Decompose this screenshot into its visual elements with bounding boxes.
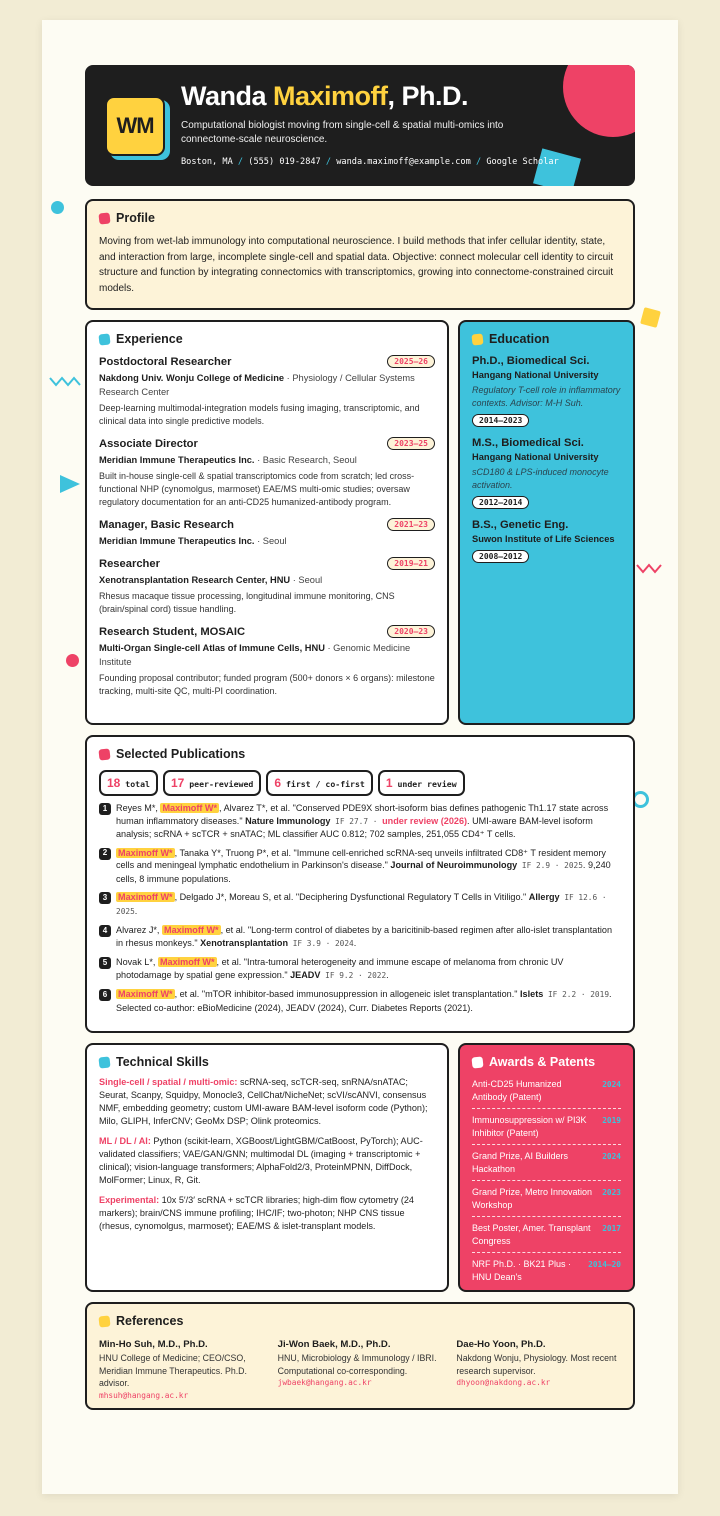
stat-badge: [266, 770, 373, 796]
degree-years-badge: 2012–2014: [472, 496, 529, 509]
square-bullet-icon: [98, 1056, 110, 1068]
reference-email-link[interactable]: dhyoon@nakdong.ac.kr: [456, 1378, 551, 1387]
pub-journal: JEADV: [290, 969, 321, 980]
pub-citation: , Alvarez T*, et al. "Conserved PDE9X short-isoform bias defines pathogenic Th1.17 state across human inflammatory diseases.": [116, 803, 609, 826]
pub-citation: , et al. "Intra-tumoral heterogeneity and immune escape of melanoma from chronic UV photodamage by spatial gene expression.": [116, 957, 564, 980]
publication-number: 1: [99, 803, 111, 815]
reference-name: Dae-Ho Yoon, Ph.D.: [456, 1339, 546, 1350]
reference-item: [456, 1339, 621, 1400]
publication-number: 5: [99, 957, 111, 969]
job-org: [99, 641, 435, 669]
award-item: [472, 1145, 621, 1181]
award-item: [472, 1109, 621, 1145]
pub-self-highlight: Maximoff W*: [162, 803, 218, 813]
degree-note: Regulatory T-cell role in inflammatory contexts. Advisor: M-H Suh.: [472, 385, 621, 408]
pub-journal: Journal of Neuroimmunology: [390, 860, 518, 870]
section-title: Education: [489, 332, 550, 346]
job-description: Founding proposal contributor; funded program (500+ donors × 6 organs): milestone tracking, multi-site QC, multi-PI coordination.: [99, 673, 435, 696]
award-year: 2019: [602, 1116, 621, 1125]
name-suffix: , Ph.D.: [387, 81, 469, 111]
stat-label: under review: [397, 779, 457, 789]
section-header: [99, 332, 435, 346]
job-entry: [99, 437, 435, 509]
stat-badge: [378, 770, 465, 796]
degree-school: Suwon Institute of Life Sciences: [472, 534, 615, 544]
job-entry: [99, 355, 435, 428]
section-header: [472, 332, 621, 346]
pub-citation: , Delgado J*, Moreau S, et al. "Deciphering Dysfunctional Regulatory T Cells in Vitiligo.": [174, 892, 529, 902]
job-date-badge: 2025–26: [387, 355, 435, 368]
degree-entry: [472, 519, 621, 564]
award-label: Grand Prize, AI Builders Hackathon: [472, 1151, 569, 1174]
stat-badge: [99, 770, 158, 796]
reference-description: HNU, Microbiology & Immunology / IBRI. Computational co-corresponding.: [277, 1353, 437, 1376]
skills-section: [85, 1043, 449, 1292]
pub-journal: Islets: [520, 989, 544, 999]
degree-title: B.S., Genetic Eng.: [472, 519, 569, 531]
degree-years-badge: 2008–2012: [472, 550, 529, 563]
publication-item: [99, 847, 621, 886]
award-year: 2024: [602, 1080, 621, 1089]
stat-number: 18: [107, 776, 121, 790]
square-bullet-icon: [98, 748, 110, 760]
org-name: Multi-Organ Single-cell Atlas of Immune Cells, HNU: [99, 643, 325, 653]
job-org: [99, 534, 435, 548]
skill-category: ML / DL / AI:: [99, 1136, 151, 1146]
section-header: [99, 1314, 621, 1328]
award-year: 2024: [602, 1152, 621, 1161]
publication-number: 3: [99, 892, 111, 904]
stat-number: 17: [170, 776, 185, 790]
publication-text: [116, 924, 621, 950]
skill-list: 10x 5′/3′ scRNA + scTCR libraries; high-dim flow cytometry (24 markers); brain/CNS immune profiling; IHC/IF; two-photon; NHP CNS tissue (rhesus, cynomolgus, marmoset); EAE/MS & islet-transplant models.: [99, 1195, 414, 1231]
reference-email-link[interactable]: mhsuh@hangang.ac.kr: [99, 1390, 189, 1400]
degree-note: sCD180 & LPS-induced monocyte activation.: [472, 467, 609, 490]
award-label: NRF Ph.D. · BK21 Plus · HNU Dean's: [472, 1259, 572, 1282]
square-bullet-icon: [471, 333, 483, 345]
skill-category: Single-cell / spatial / multi-omic:: [99, 1077, 238, 1087]
pub-journal: Allergy: [528, 892, 560, 902]
pub-note: .: [353, 937, 357, 948]
pub-authors-pre: Alvarez J*,: [116, 925, 162, 935]
pub-self-highlight: Maximoff W*: [118, 989, 173, 999]
job-title: Associate Director: [99, 437, 198, 450]
name-last: Maximoff: [273, 81, 388, 111]
org-name: Meridian Immune Therapeutics Inc.: [99, 536, 255, 546]
job-date-badge: 2023–25: [387, 437, 435, 450]
section-title: Awards & Patents: [489, 1055, 596, 1069]
stat-label: total: [125, 779, 150, 789]
square-bullet-icon: [98, 1315, 110, 1327]
job-title: Postdoctoral Researcher: [99, 355, 232, 368]
publication-stats: [99, 770, 621, 796]
award-item: [472, 1217, 621, 1253]
pub-note: .: [386, 969, 389, 980]
reference-description: HNU College of Medicine; CEO/CSO, Meridian Immune Therapeutics. Ph.D. advisor.: [99, 1353, 247, 1388]
org-name: Xenotransplantation Research Center, HNU: [99, 575, 291, 585]
degree-title: M.S., Biomedical Sci.: [472, 437, 584, 449]
stat-label: peer-reviewed: [189, 779, 254, 789]
publication-text: [116, 891, 621, 918]
skill-list: Python (scikit-learn, XGBoost/LightGBM/CatBoost, PyTorch); AUC-validated classifiers; VAE/GAN/GNN; multimodal DL (imaging + transcriptomic + clinical); vision-language transformers; AlphaFold2/3, ProteinMPNN, DiffDock, MolFormer; Linux, R, Git.: [99, 1136, 423, 1185]
award-year: 2017: [602, 1224, 621, 1233]
pub-journal: Nature Immunology: [245, 815, 331, 826]
candidate-name: [181, 81, 468, 112]
square-bullet-icon: [471, 1056, 483, 1068]
contact-separator: /: [232, 157, 249, 167]
publication-number: 6: [99, 989, 111, 1001]
job-entry: [99, 625, 435, 698]
deco-dot-pink: [66, 654, 79, 667]
profile-section: [85, 199, 635, 310]
deco-dot-cyan: [51, 201, 64, 214]
reference-item: [99, 1339, 264, 1400]
reference-name: Min-Ho Suh, M.D., Ph.D.: [99, 1339, 208, 1350]
pub-impact-factor: IF 9.2 · 2022: [320, 970, 387, 980]
deco-triangle-cyan: [58, 473, 82, 495]
award-item: [472, 1253, 621, 1288]
degree-entry: [472, 437, 621, 510]
experience-section: [85, 320, 449, 725]
reference-name: Ji-Won Baek, M.D., Ph.D.: [277, 1339, 391, 1350]
pub-impact-factor: IF 27.7 ·: [330, 816, 383, 826]
pub-note: .: [134, 905, 138, 916]
skill-list: scRNA-seq, scTCR-seq, snRNA/snATAC; Seurat, Scanpy, Squidpy, Monocle3, CellChat/NicheNet; scVI/scANVI, consensus NMF, embedding geometry; custom UMI-aware BAM-level isoform code (Python); Milo, GLIPH, InferCNV; GeoMx DSP; Olink proteomics.: [99, 1077, 428, 1126]
reference-item: [278, 1339, 443, 1400]
org-detail: · Physiology / Cellular Systems Research Center: [99, 373, 415, 397]
pub-impact-factor: IF 2.9 · 2025: [517, 861, 583, 870]
job-org: [99, 573, 435, 587]
pub-self-highlight: Maximoff W*: [159, 957, 215, 967]
name-first: Wanda: [181, 81, 274, 111]
pub-self-highlight: Maximoff W*: [118, 892, 173, 902]
degree-entry: [472, 355, 621, 428]
pub-citation: , Tanaka Y*, Truong P*, et al. "Immune cell-enriched scRNA-seq unveils infiltrated CD8⁺ T resident memory cells and meningeal lymphatic endothelium in Parkinson's disease.": [116, 847, 606, 870]
pub-journal: Xenotransplantation: [200, 937, 289, 948]
pub-authors-pre: Reyes M*,: [116, 803, 161, 813]
pub-self-highlight: Maximoff W*: [118, 847, 173, 858]
job-entry: [99, 557, 435, 616]
job-title: Manager, Basic Research: [99, 518, 234, 531]
job-org: [99, 371, 435, 399]
pub-impact-factor: IF 12.6 · 2025: [116, 893, 607, 916]
reference-description: Nakdong Wonju, Physiology. Most recent research supervisor.: [456, 1353, 617, 1376]
org-detail: · Seoul: [254, 536, 287, 546]
pub-impact-factor: IF 3.9 · 2024: [288, 938, 354, 948]
deco-zigzag-cyan: [49, 374, 83, 388]
degree-school: Hangang National University: [472, 452, 599, 462]
job-date-badge: 2020–23: [387, 625, 435, 638]
publication-number: 2: [99, 848, 111, 860]
section-header: [99, 211, 621, 225]
education-section: [458, 320, 635, 725]
publication-text: [116, 847, 621, 886]
publication-number: 4: [99, 925, 111, 937]
award-label: Grand Prize, Metro Innovation Workshop: [472, 1187, 593, 1210]
square-bullet-icon: [98, 333, 110, 345]
google-scholar-link[interactable]: Google Scholar: [486, 157, 559, 167]
publication-item: [99, 891, 621, 918]
section-title: References: [116, 1314, 184, 1328]
skill-category: Experimental:: [99, 1195, 160, 1205]
section-header: [472, 1055, 621, 1069]
publication-item: [99, 956, 621, 982]
contact-line: [181, 157, 559, 167]
publication-item: [99, 924, 621, 950]
awards-section: [458, 1043, 635, 1292]
org-name: Nakdong Univ. Wonju College of Medicine: [99, 373, 285, 383]
pub-citation: , et al. "mTOR inhibitor-based immunosuppression in allogeneic islet transplantation.": [174, 989, 521, 999]
publication-text: [116, 802, 621, 841]
job-description: Deep-learning multimodal-integration models fusing imaging, transcriptomic, and clinical data into single predictive models.: [99, 403, 420, 426]
square-bullet-icon: [98, 212, 110, 224]
deco-zigzag-pink: [636, 562, 664, 576]
skill-group: [99, 1076, 435, 1128]
monogram-logo: WM: [105, 96, 165, 156]
contact-separator: /: [320, 157, 337, 167]
pub-citation: , et al. "Long-term control of diabetes by a baricitinib-based regimen after allo-islet transplantation in rhesus monkeys.": [116, 925, 612, 948]
pub-authors-pre: Novak L*,: [116, 957, 158, 967]
pub-self-highlight: Maximoff W*: [164, 925, 219, 935]
header-shape-decoration: [533, 148, 581, 186]
org-detail: · Basic Research, Seoul: [254, 455, 357, 465]
org-detail: · Genomic Medicine Institute: [99, 643, 411, 667]
org-detail: · Seoul: [290, 575, 323, 585]
job-description: Rhesus macaque tissue processing, longitudinal immune monitoring, CNS (brain/spinal cord) tissue handling.: [99, 591, 395, 614]
job-entry: [99, 518, 435, 548]
section-header: [99, 1055, 435, 1069]
pub-status: under review (2026): [382, 815, 468, 826]
award-label: Anti-CD25 Humanized Antibody (Patent): [472, 1079, 562, 1102]
skill-group: [99, 1135, 435, 1187]
stat-number: 6: [274, 776, 282, 790]
publication-text: [116, 956, 621, 982]
resume-header: [85, 65, 635, 186]
award-year: 2014–20: [588, 1260, 621, 1269]
contact-phone[interactable]: (555) 019-2847: [248, 157, 321, 167]
reference-list: [99, 1339, 621, 1400]
stat-badge: [163, 770, 261, 796]
degree-title: Ph.D., Biomedical Sci.: [472, 355, 590, 367]
section-title: Profile: [116, 211, 155, 225]
stat-label: first / co-first: [285, 779, 365, 789]
reference-email-link[interactable]: jwbaek@hangang.ac.kr: [277, 1378, 372, 1387]
job-date-badge: 2019–21: [387, 557, 435, 570]
degree-years-badge: 2014–2023: [472, 414, 529, 427]
section-title: Experience: [116, 332, 183, 346]
publication-item: [99, 802, 621, 841]
contact-separator: /: [470, 157, 487, 167]
header-circle-decoration: [563, 65, 635, 137]
section-header: [99, 747, 621, 761]
publication-text: [116, 988, 621, 1014]
award-item: [472, 1073, 621, 1109]
publications-section: [85, 735, 635, 1033]
section-title: Technical Skills: [116, 1055, 209, 1069]
pub-impact-factor: IF 2.2 · 2019: [543, 990, 610, 999]
award-label: Immunosuppression w/ PI3K Inhibitor (Patent): [472, 1115, 587, 1138]
job-org: [99, 453, 435, 467]
stat-number: 1: [385, 776, 393, 790]
references-section: [85, 1302, 635, 1410]
award-item: [472, 1181, 621, 1217]
contact-city: Boston, MA: [181, 157, 233, 167]
section-title: Selected Publications: [116, 747, 246, 761]
job-title: Research Student, MOSAIC: [99, 625, 246, 638]
degree-school: Hangang National University: [472, 370, 599, 380]
header-tagline: Computational biologist moving from single-cell & spatial multi-omics into connectome-scale neuroscience.: [181, 120, 504, 145]
award-label: Best Poster, Amer. Transplant Congress: [472, 1223, 591, 1246]
job-description: Built in-house single-cell & spatial transcriptomics code from scratch; led cross-functional NHP (cynomolgus, marmoset) EAE/MS multi-omic studies; oversaw regulatory documentation for an anti-CD25 humanized-antibody program.: [99, 471, 415, 507]
contact-email-link[interactable]: wanda.maximoff@example.com: [336, 157, 471, 167]
org-name: Meridian Immune Therapeutics Inc.: [99, 455, 255, 465]
pub-note: . Selected co-author: eBioMedicine (2024), JEADV (2024), Curr. Diabetes Reports (2021).: [116, 989, 612, 1013]
skill-group: [99, 1194, 435, 1233]
job-date-badge: 2021–23: [387, 518, 435, 531]
pub-note: . 9,240 cells, 8 immune populations.: [116, 860, 611, 884]
profile-text: Moving from wet-lab immunology into computational neuroscience. I build methods that infer cellular identity, state, and interaction from large, incomplete single-cell and spatial data. Objective: connect molecular cell identity to circuit structure and function by integrating connectomics with transcriptomics, growing into connectome-constrained circuit models.: [99, 236, 614, 294]
pub-note: . UMI-aware BAM-level isoform analysis; scRNA + scTCR + snATAC; ML classifier AUC 0.812; 702 samples, 251,055 CD4⁺ T cells.: [116, 815, 593, 839]
job-title: Researcher: [99, 557, 160, 570]
award-year: 2023: [602, 1188, 621, 1197]
publication-item: [99, 988, 621, 1014]
